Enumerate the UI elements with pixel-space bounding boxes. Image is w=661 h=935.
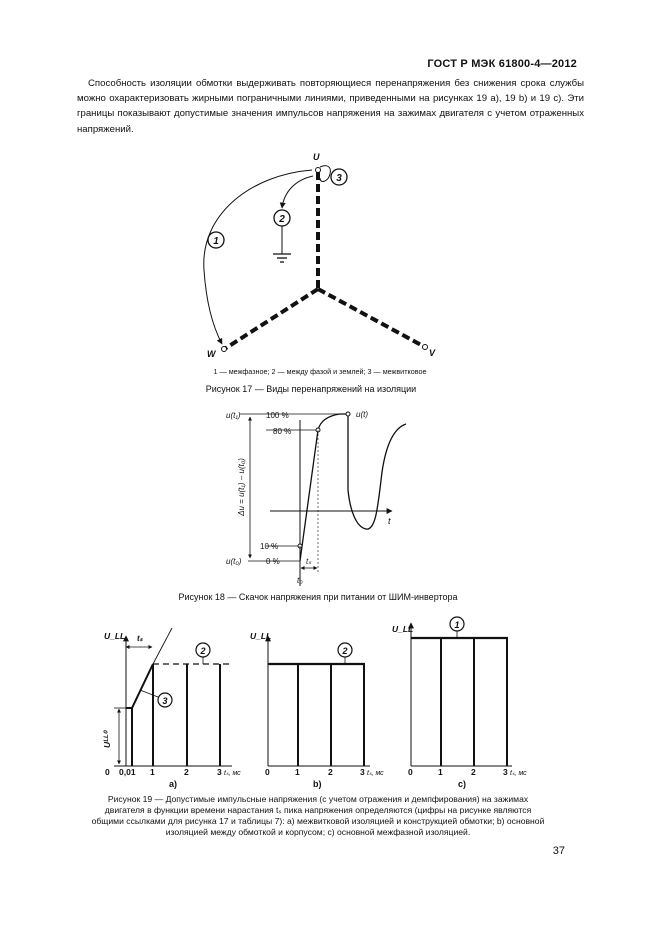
fig19b-panel-label: b): [313, 779, 322, 789]
fig19-caption-line-3: общими ссылками для рисунка 17 и таблицы 7): a) межвитковой изоляцией и конструкцией обмотки; b) основной: [91, 816, 545, 826]
document-header: ГОСТ Р МЭК 61800-4—2012: [427, 58, 577, 70]
interphase-arc: [204, 170, 312, 344]
fig18-delta-label: Δu = u(t₁) – u(t₀): [237, 458, 246, 516]
terminal-v-label: V: [429, 348, 436, 358]
fig19b-xunit: tₛ, мс: [367, 770, 384, 777]
fig19c-tick-1: 1: [438, 767, 443, 777]
winding-w: [226, 289, 318, 348]
fig18-ts: tₛ: [306, 557, 312, 566]
fig19a-tick-001: 0,01: [119, 767, 136, 777]
figure-19c: [392, 617, 527, 789]
fig19a-panel-label: a): [169, 779, 178, 789]
figure-19a: [102, 628, 241, 789]
fig19c-tick-3: 3: [503, 767, 508, 777]
fig19a-ylabel: U_LL: [104, 631, 126, 641]
page-number: 37: [552, 845, 565, 857]
voltage-waveform: [300, 414, 406, 561]
fig19a-tick-2: 2: [184, 767, 189, 777]
fig19c-panel-label: c): [458, 779, 467, 789]
fig19a-limit-line: [126, 664, 153, 708]
fig19a-ylabel2: Uᴸᴸ⁰: [102, 731, 112, 748]
terminal-w-label: W: [207, 349, 216, 359]
fig17-legend: 1 — межфазное; 2 — между фазой и землей; 3 — межвитковое: [213, 367, 427, 376]
fig17-caption: Рисунок 17 — Виды перенапряжений на изоляции: [205, 384, 417, 394]
terminal-v-dot: [423, 345, 428, 350]
fig18-80pct: 80 %: [273, 427, 292, 436]
fig19a-tick-0: 0: [105, 767, 110, 777]
figure-18-diagram: [178, 410, 457, 602]
fig19c-xunit: tₛ, мс: [510, 770, 527, 777]
fig19b-tick-3: 3: [360, 767, 365, 777]
callout-2-label: 2: [279, 214, 285, 225]
fig19b-ylabel: U_LL: [250, 631, 272, 641]
fig19c-ylabel: U_LL: [392, 624, 414, 634]
intro-paragraph: Способность изоляции обмотки выдерживать повторяющиеся перенапряжения без снижения срока службы можно охарактеризовать жирными пограничными линиями, приведенными на рисунках 19 a), 19 b) и 19 c). Эти границы показывают допустимые значения импульсов напряжения на зажимах двигателя с учетом отраженных напряжений.: [77, 78, 584, 135]
fig19-caption-line-4: изоляцией между обмоткой и корпусом; c) основной межфазной изоляцией.: [165, 827, 471, 837]
svg-text:3: 3: [162, 696, 168, 706]
fig19b-tick-0: 0: [265, 767, 270, 777]
fig19b-tick-2: 2: [328, 767, 333, 777]
fig18-caption: Рисунок 18 — Скачок напряжения при питании от ШИМ-инвертора: [178, 592, 458, 602]
svg-text:2: 2: [200, 646, 206, 656]
ground-arrow: [282, 176, 313, 208]
fig19a-slope-ext: [153, 628, 172, 664]
fig19c-tick-2: 2: [471, 767, 476, 777]
fig18-10pct: 10 %: [260, 542, 279, 551]
fig19a-tick-3: 3: [217, 767, 222, 777]
callout-3-label: 3: [336, 173, 342, 184]
fig18-0pct: 0 %: [266, 557, 280, 566]
terminal-u-dot: [316, 168, 321, 173]
fig19a-tick-1: 1: [150, 767, 155, 777]
winding-v: [318, 289, 423, 346]
interturn-loop: [320, 166, 330, 182]
figure-19b: [250, 631, 384, 789]
fig18-100pct: 100 %: [266, 411, 289, 420]
fig19a-xunit: tₛ, мс: [224, 770, 241, 777]
fig18-u-t0: u(t₀): [226, 557, 242, 566]
figure-17-diagram: [204, 152, 436, 394]
fig18-t0: t₀: [297, 576, 303, 585]
terminal-w-dot: [222, 347, 227, 352]
fig18-t-label: t: [388, 516, 391, 526]
fig19a-ts: tₛ: [137, 634, 143, 643]
fig18-u-t: u(t): [356, 410, 368, 419]
fig18-u-t1: u(t₁): [226, 411, 241, 420]
fig19c-tick-0: 0: [408, 767, 413, 777]
fig19b-tick-1: 1: [295, 767, 300, 777]
svg-text:1: 1: [454, 620, 460, 630]
fig19-caption-line-1: Рисунок 19 — Допустимые импульсные напряжения (с учетом отражения и демпфирования) на зажимах: [107, 794, 529, 804]
terminal-u-label: U: [313, 152, 320, 162]
svg-text:2: 2: [342, 646, 348, 656]
fig19-caption: [92, 794, 545, 837]
callout-1-label: 1: [213, 236, 219, 247]
fig19-caption-line-2: двигателя в функции времени нарастания tₛ пика напряжения определяются (цифры на рисунке являются: [104, 805, 532, 815]
